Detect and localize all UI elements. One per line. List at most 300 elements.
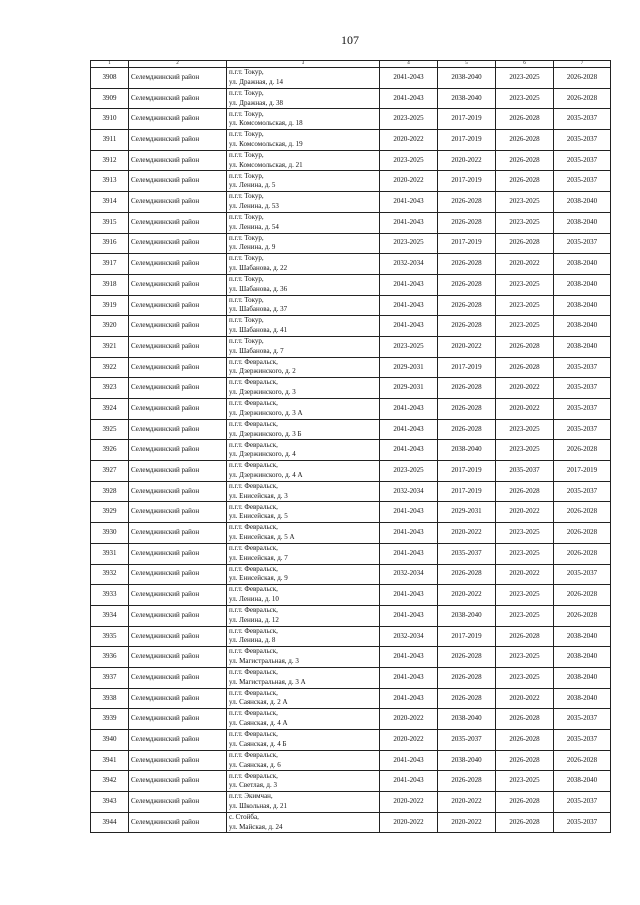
period-cell: 2041-2043 <box>380 605 438 626</box>
period-cell: 2041-2043 <box>380 771 438 792</box>
period-cell: 2035-2037 <box>554 171 611 192</box>
street-line: ул. Комсомольская, д. 21 <box>229 160 303 169</box>
row-number-cell: 3917 <box>91 254 129 275</box>
period-cell: 2026-2028 <box>438 254 496 275</box>
row-number-cell: 3938 <box>91 688 129 709</box>
period-cell: 2026-2028 <box>496 750 554 771</box>
district-cell: Селемджинский район <box>129 357 227 378</box>
address-cell <box>227 378 380 399</box>
period-cell: 2020-2022 <box>438 792 496 813</box>
period-cell: 2023-2025 <box>380 150 438 171</box>
period-cell: 2035-2037 <box>438 543 496 564</box>
period-cell: 2038-2040 <box>438 440 496 461</box>
period-cell: 2038-2040 <box>554 647 611 668</box>
period-cell: 2038-2040 <box>554 274 611 295</box>
period-cell: 2038-2040 <box>438 750 496 771</box>
period-cell: 2038-2040 <box>554 254 611 275</box>
table-row <box>91 585 611 606</box>
settlement-line: п.г.т. Токур, <box>229 109 264 118</box>
district-cell: Селемджинский район <box>129 130 227 151</box>
table-row <box>91 68 611 89</box>
period-cell: 2026-2028 <box>496 792 554 813</box>
street-line: ул. Светлая, д. 3 <box>229 781 277 790</box>
address-cell <box>227 254 380 275</box>
district-cell: Селемджинский район <box>129 109 227 130</box>
row-number-cell: 3944 <box>91 812 129 833</box>
period-cell: 2017-2019 <box>438 109 496 130</box>
period-cell: 2041-2043 <box>380 688 438 709</box>
period-cell: 2026-2028 <box>438 419 496 440</box>
row-number-cell: 3927 <box>91 461 129 482</box>
district-cell: Селемджинский район <box>129 647 227 668</box>
period-cell: 2026-2028 <box>496 812 554 833</box>
street-line: ул. Енисейская, д. 7 <box>229 553 288 562</box>
column-header: 7 <box>554 61 611 68</box>
period-cell: 2041-2043 <box>380 667 438 688</box>
settlement-line: п.г.т. Февральск, <box>229 564 278 573</box>
address-cell <box>227 688 380 709</box>
period-cell: 2026-2028 <box>554 68 611 89</box>
period-cell: 2026-2028 <box>438 192 496 213</box>
address-cell <box>227 543 380 564</box>
street-line: ул. Магистральная, д. 3 А <box>229 677 306 686</box>
district-cell: Селемджинский район <box>129 461 227 482</box>
period-cell: 2026-2028 <box>438 647 496 668</box>
row-number-cell: 3942 <box>91 771 129 792</box>
table-row <box>91 523 611 544</box>
settlement-line: п.г.т. Февральск, <box>229 378 278 387</box>
settlement-line: п.г.т. Токур, <box>229 192 264 201</box>
period-cell: 2032-2034 <box>380 564 438 585</box>
district-cell: Селемджинский район <box>129 585 227 606</box>
period-cell: 2020-2022 <box>496 399 554 420</box>
settlement-line: п.г.т. Февральск, <box>229 543 278 552</box>
period-cell: 2035-2037 <box>554 150 611 171</box>
period-cell: 2041-2043 <box>380 440 438 461</box>
row-number-cell: 3933 <box>91 585 129 606</box>
column-number-row <box>91 61 611 68</box>
period-cell: 2041-2043 <box>380 212 438 233</box>
address-cell <box>227 771 380 792</box>
settlement-line: п.г.т. Экимчан, <box>229 792 273 801</box>
period-cell: 2035-2037 <box>554 378 611 399</box>
street-line: ул. Ленина, д. 8 <box>229 636 276 645</box>
settlement-line: п.г.т. Февральск, <box>229 585 278 594</box>
district-cell: Селемджинский район <box>129 750 227 771</box>
period-cell: 2038-2040 <box>554 771 611 792</box>
period-cell: 2017-2019 <box>438 171 496 192</box>
period-cell: 2023-2025 <box>380 461 438 482</box>
row-number-cell: 3920 <box>91 316 129 337</box>
table-row <box>91 336 611 357</box>
period-cell: 2023-2025 <box>496 316 554 337</box>
period-cell: 2026-2028 <box>496 109 554 130</box>
street-line: ул. Дзержинского, д. 4 А <box>229 470 303 479</box>
period-cell: 2020-2022 <box>380 792 438 813</box>
period-cell: 2035-2037 <box>554 730 611 751</box>
column-header: 3 <box>227 61 380 68</box>
district-cell: Селемджинский район <box>129 171 227 192</box>
settlement-line: п.г.т. Токур, <box>229 316 264 325</box>
table-row <box>91 481 611 502</box>
period-cell: 2035-2037 <box>554 812 611 833</box>
district-cell: Селемджинский район <box>129 812 227 833</box>
address-cell <box>227 440 380 461</box>
street-line: ул. Саянская, д. 6 <box>229 760 281 769</box>
street-line: ул. Енисейская, д. 9 <box>229 574 288 583</box>
period-cell: 2023-2025 <box>380 233 438 254</box>
district-cell: Селемджинский район <box>129 88 227 109</box>
street-line: ул. Ленина, д. 12 <box>229 615 279 624</box>
district-cell: Селемджинский район <box>129 543 227 564</box>
period-cell: 2041-2043 <box>380 68 438 89</box>
row-number-cell: 3940 <box>91 730 129 751</box>
settlement-line: п.г.т. Токур, <box>229 68 264 77</box>
settlement-line: п.г.т. Февральск, <box>229 502 278 511</box>
street-line: ул. Школьная, д. 21 <box>229 801 288 810</box>
row-number-cell: 3914 <box>91 192 129 213</box>
row-number-cell: 3915 <box>91 212 129 233</box>
district-cell: Селемджинский район <box>129 709 227 730</box>
district-cell: Селемджинский район <box>129 667 227 688</box>
period-cell: 2017-2019 <box>554 461 611 482</box>
street-line: ул. Шабанова, д. 7 <box>229 346 284 355</box>
street-line: ул. Дзержинского, д. 3 А <box>229 408 303 417</box>
street-line: ул. Шабанова, д. 22 <box>229 264 288 273</box>
column-header: 5 <box>438 61 496 68</box>
period-cell: 2041-2043 <box>380 88 438 109</box>
period-cell: 2026-2028 <box>496 336 554 357</box>
period-cell: 2020-2022 <box>496 378 554 399</box>
period-cell: 2026-2028 <box>438 399 496 420</box>
table-row <box>91 295 611 316</box>
district-cell: Селемджинский район <box>129 399 227 420</box>
street-line: ул. Енисейская, д. 5 А <box>229 532 295 541</box>
period-cell: 2041-2043 <box>380 585 438 606</box>
period-cell: 2020-2022 <box>438 150 496 171</box>
period-cell: 2026-2028 <box>438 564 496 585</box>
period-cell: 2026-2028 <box>438 771 496 792</box>
table-row <box>91 792 611 813</box>
period-cell: 2029-2031 <box>380 357 438 378</box>
period-cell: 2026-2028 <box>496 150 554 171</box>
row-number-cell: 3935 <box>91 626 129 647</box>
table-row <box>91 212 611 233</box>
settlement-line: п.г.т. Февральск, <box>229 647 278 656</box>
settlement-line: п.г.т. Февральск, <box>229 771 278 780</box>
period-cell: 2035-2037 <box>554 233 611 254</box>
period-cell: 2029-2031 <box>438 502 496 523</box>
row-number-cell: 3923 <box>91 378 129 399</box>
period-cell: 2026-2028 <box>554 88 611 109</box>
period-cell: 2023-2025 <box>496 667 554 688</box>
row-number-cell: 3932 <box>91 564 129 585</box>
address-cell <box>227 192 380 213</box>
period-cell: 2017-2019 <box>438 357 496 378</box>
street-line: ул. Енисейская, д. 3 <box>229 491 288 500</box>
address-cell <box>227 419 380 440</box>
settlement-line: п.г.т. Токур, <box>229 130 264 139</box>
row-number-cell: 3937 <box>91 667 129 688</box>
settlement-line: п.г.т. Февральск, <box>229 668 278 677</box>
housing-registry-table <box>90 60 611 833</box>
table-row <box>91 461 611 482</box>
district-cell: Селемджинский район <box>129 274 227 295</box>
period-cell: 2035-2037 <box>496 461 554 482</box>
settlement-line: п.г.т. Токур, <box>229 233 264 242</box>
period-cell: 2035-2037 <box>554 792 611 813</box>
address-cell <box>227 68 380 89</box>
street-line: ул. Дражная, д. 38 <box>229 98 284 107</box>
period-cell: 2041-2043 <box>380 295 438 316</box>
table-row <box>91 109 611 130</box>
district-cell: Селемджинский район <box>129 295 227 316</box>
table-body <box>91 68 611 833</box>
street-line: ул. Саянская, д. 2 А <box>229 698 288 707</box>
row-number-cell: 3911 <box>91 130 129 151</box>
period-cell: 2026-2028 <box>496 709 554 730</box>
table-row <box>91 233 611 254</box>
address-cell <box>227 585 380 606</box>
period-cell: 2020-2022 <box>438 585 496 606</box>
period-cell: 2026-2028 <box>554 605 611 626</box>
address-cell <box>227 792 380 813</box>
settlement-line: п.г.т. Февральск, <box>229 399 278 408</box>
street-line: ул. Дзержинского, д. 4 <box>229 450 296 459</box>
row-number-cell: 3929 <box>91 502 129 523</box>
address-cell <box>227 130 380 151</box>
table-row <box>91 667 611 688</box>
row-number-cell: 3928 <box>91 481 129 502</box>
row-number-cell: 3934 <box>91 605 129 626</box>
address-cell <box>227 399 380 420</box>
period-cell: 2026-2028 <box>554 543 611 564</box>
street-line: ул. Ленина, д. 54 <box>229 222 279 231</box>
period-cell: 2038-2040 <box>438 68 496 89</box>
settlement-line: п.г.т. Февральск, <box>229 440 278 449</box>
street-line: ул. Ленина, д. 5 <box>229 181 276 190</box>
period-cell: 2023-2025 <box>496 295 554 316</box>
address-cell <box>227 336 380 357</box>
period-cell: 2020-2022 <box>380 730 438 751</box>
period-cell: 2041-2043 <box>380 399 438 420</box>
table-row <box>91 316 611 337</box>
settlement-line: п.г.т. Февральск, <box>229 709 278 718</box>
period-cell: 2023-2025 <box>496 68 554 89</box>
row-number-cell: 3919 <box>91 295 129 316</box>
period-cell: 2023-2025 <box>496 192 554 213</box>
street-line: ул. Майская, д. 24 <box>229 822 283 831</box>
address-cell <box>227 295 380 316</box>
period-cell: 2041-2043 <box>380 502 438 523</box>
street-line: ул. Комсомольская, д. 18 <box>229 119 303 128</box>
settlement-line: п.г.т. Февральск, <box>229 481 278 490</box>
street-line: ул. Саянская, д. 4 Б <box>229 739 287 748</box>
settlement-line: п.г.т. Февральск, <box>229 419 278 428</box>
period-cell: 2035-2037 <box>554 357 611 378</box>
street-line: ул. Дзержинского, д. 3 Б <box>229 429 302 438</box>
period-cell: 2038-2040 <box>438 605 496 626</box>
address-cell <box>227 88 380 109</box>
row-number-cell: 3926 <box>91 440 129 461</box>
row-number-cell: 3910 <box>91 109 129 130</box>
period-cell: 2026-2028 <box>554 502 611 523</box>
period-cell: 2026-2028 <box>438 688 496 709</box>
period-cell: 2020-2022 <box>438 812 496 833</box>
period-cell: 2035-2037 <box>554 419 611 440</box>
period-cell: 2020-2022 <box>438 336 496 357</box>
settlement-line: п.г.т. Токур, <box>229 150 264 159</box>
period-cell: 2020-2022 <box>496 688 554 709</box>
period-cell: 2026-2028 <box>438 378 496 399</box>
period-cell: 2023-2025 <box>496 647 554 668</box>
period-cell: 2038-2040 <box>554 688 611 709</box>
period-cell: 2026-2028 <box>554 585 611 606</box>
period-cell: 2017-2019 <box>438 233 496 254</box>
period-cell: 2023-2025 <box>496 585 554 606</box>
address-cell <box>227 626 380 647</box>
table-row <box>91 812 611 833</box>
period-cell: 2026-2028 <box>438 316 496 337</box>
row-number-cell: 3924 <box>91 399 129 420</box>
table-row <box>91 647 611 668</box>
period-cell: 2017-2019 <box>438 461 496 482</box>
district-cell: Селемджинский район <box>129 688 227 709</box>
street-line: ул. Дзержинского, д. 2 <box>229 367 296 376</box>
period-cell: 2026-2028 <box>438 212 496 233</box>
settlement-line: п.г.т. Февральск, <box>229 461 278 470</box>
district-cell: Селемджинский район <box>129 730 227 751</box>
period-cell: 2041-2043 <box>380 419 438 440</box>
table-row <box>91 626 611 647</box>
address-cell <box>227 709 380 730</box>
period-cell: 2017-2019 <box>438 626 496 647</box>
address-cell <box>227 274 380 295</box>
period-cell: 2038-2040 <box>554 192 611 213</box>
period-cell: 2041-2043 <box>380 647 438 668</box>
district-cell: Селемджинский район <box>129 523 227 544</box>
table-row <box>91 130 611 151</box>
address-cell <box>227 605 380 626</box>
period-cell: 2023-2025 <box>496 543 554 564</box>
address-cell <box>227 564 380 585</box>
period-cell: 2041-2043 <box>380 316 438 337</box>
period-cell: 2035-2037 <box>554 109 611 130</box>
period-cell: 2017-2019 <box>438 130 496 151</box>
settlement-line: п.г.т. Февральск, <box>229 688 278 697</box>
period-cell: 2035-2037 <box>554 130 611 151</box>
table-row <box>91 688 611 709</box>
table-row <box>91 88 611 109</box>
address-cell <box>227 523 380 544</box>
district-cell: Селемджинский район <box>129 212 227 233</box>
district-cell: Селемджинский район <box>129 481 227 502</box>
period-cell: 2026-2028 <box>496 171 554 192</box>
period-cell: 2038-2040 <box>554 626 611 647</box>
district-cell: Селемджинский район <box>129 316 227 337</box>
period-cell: 2041-2043 <box>380 543 438 564</box>
column-header: 1 <box>91 61 129 68</box>
period-cell: 2026-2028 <box>496 626 554 647</box>
settlement-line: п.г.т. Февральск, <box>229 606 278 615</box>
row-number-cell: 3936 <box>91 647 129 668</box>
period-cell: 2023-2025 <box>496 274 554 295</box>
table-row <box>91 254 611 275</box>
period-cell: 2038-2040 <box>554 336 611 357</box>
row-number-cell: 3921 <box>91 336 129 357</box>
table-row <box>91 771 611 792</box>
district-cell: Селемджинский район <box>129 564 227 585</box>
row-number-cell: 3918 <box>91 274 129 295</box>
settlement-line: п.г.т. Токур, <box>229 337 264 346</box>
period-cell: 2026-2028 <box>496 233 554 254</box>
period-cell: 2023-2025 <box>380 336 438 357</box>
period-cell: 2020-2022 <box>496 254 554 275</box>
address-cell <box>227 171 380 192</box>
period-cell: 2026-2028 <box>438 667 496 688</box>
period-cell: 2023-2025 <box>496 605 554 626</box>
row-number-cell: 3930 <box>91 523 129 544</box>
street-line: ул. Шабанова, д. 36 <box>229 284 288 293</box>
period-cell: 2026-2028 <box>554 440 611 461</box>
period-cell: 2038-2040 <box>554 212 611 233</box>
period-cell: 2023-2025 <box>496 88 554 109</box>
table-row <box>91 750 611 771</box>
street-line: ул. Ленина, д. 10 <box>229 595 279 604</box>
period-cell: 2020-2022 <box>496 502 554 523</box>
period-cell: 2038-2040 <box>554 295 611 316</box>
row-number-cell: 3943 <box>91 792 129 813</box>
settlement-line: п.г.т. Февральск, <box>229 523 278 532</box>
period-cell: 2023-2025 <box>496 771 554 792</box>
address-cell <box>227 212 380 233</box>
period-cell: 2041-2043 <box>380 750 438 771</box>
row-number-cell: 3908 <box>91 68 129 89</box>
column-header: 4 <box>380 61 438 68</box>
street-line: ул. Дзержинского, д. 3 <box>229 388 296 397</box>
district-cell: Селемджинский район <box>129 605 227 626</box>
row-number-cell: 3909 <box>91 88 129 109</box>
row-number-cell: 3912 <box>91 150 129 171</box>
table-row <box>91 357 611 378</box>
period-cell: 2020-2022 <box>438 523 496 544</box>
settlement-line: п.г.т. Токур, <box>229 254 264 263</box>
period-cell: 2035-2037 <box>554 564 611 585</box>
district-cell: Селемджинский район <box>129 378 227 399</box>
table-row <box>91 378 611 399</box>
table-row <box>91 192 611 213</box>
address-cell <box>227 647 380 668</box>
table-row <box>91 399 611 420</box>
district-cell: Селемджинский район <box>129 192 227 213</box>
address-cell <box>227 750 380 771</box>
period-cell: 2041-2043 <box>380 274 438 295</box>
district-cell: Селемджинский район <box>129 150 227 171</box>
street-line: ул. Дражная, д. 14 <box>229 77 284 86</box>
period-cell: 2017-2019 <box>438 481 496 502</box>
district-cell: Селемджинский район <box>129 336 227 357</box>
period-cell: 2023-2025 <box>496 440 554 461</box>
column-header: 6 <box>496 61 554 68</box>
street-line: ул. Шабанова, д. 41 <box>229 326 288 335</box>
period-cell: 2026-2028 <box>496 730 554 751</box>
table-row <box>91 605 611 626</box>
period-cell: 2026-2028 <box>438 274 496 295</box>
period-cell: 2020-2022 <box>380 709 438 730</box>
period-cell: 2038-2040 <box>438 88 496 109</box>
period-cell: 2038-2040 <box>438 709 496 730</box>
row-number-cell: 3913 <box>91 171 129 192</box>
